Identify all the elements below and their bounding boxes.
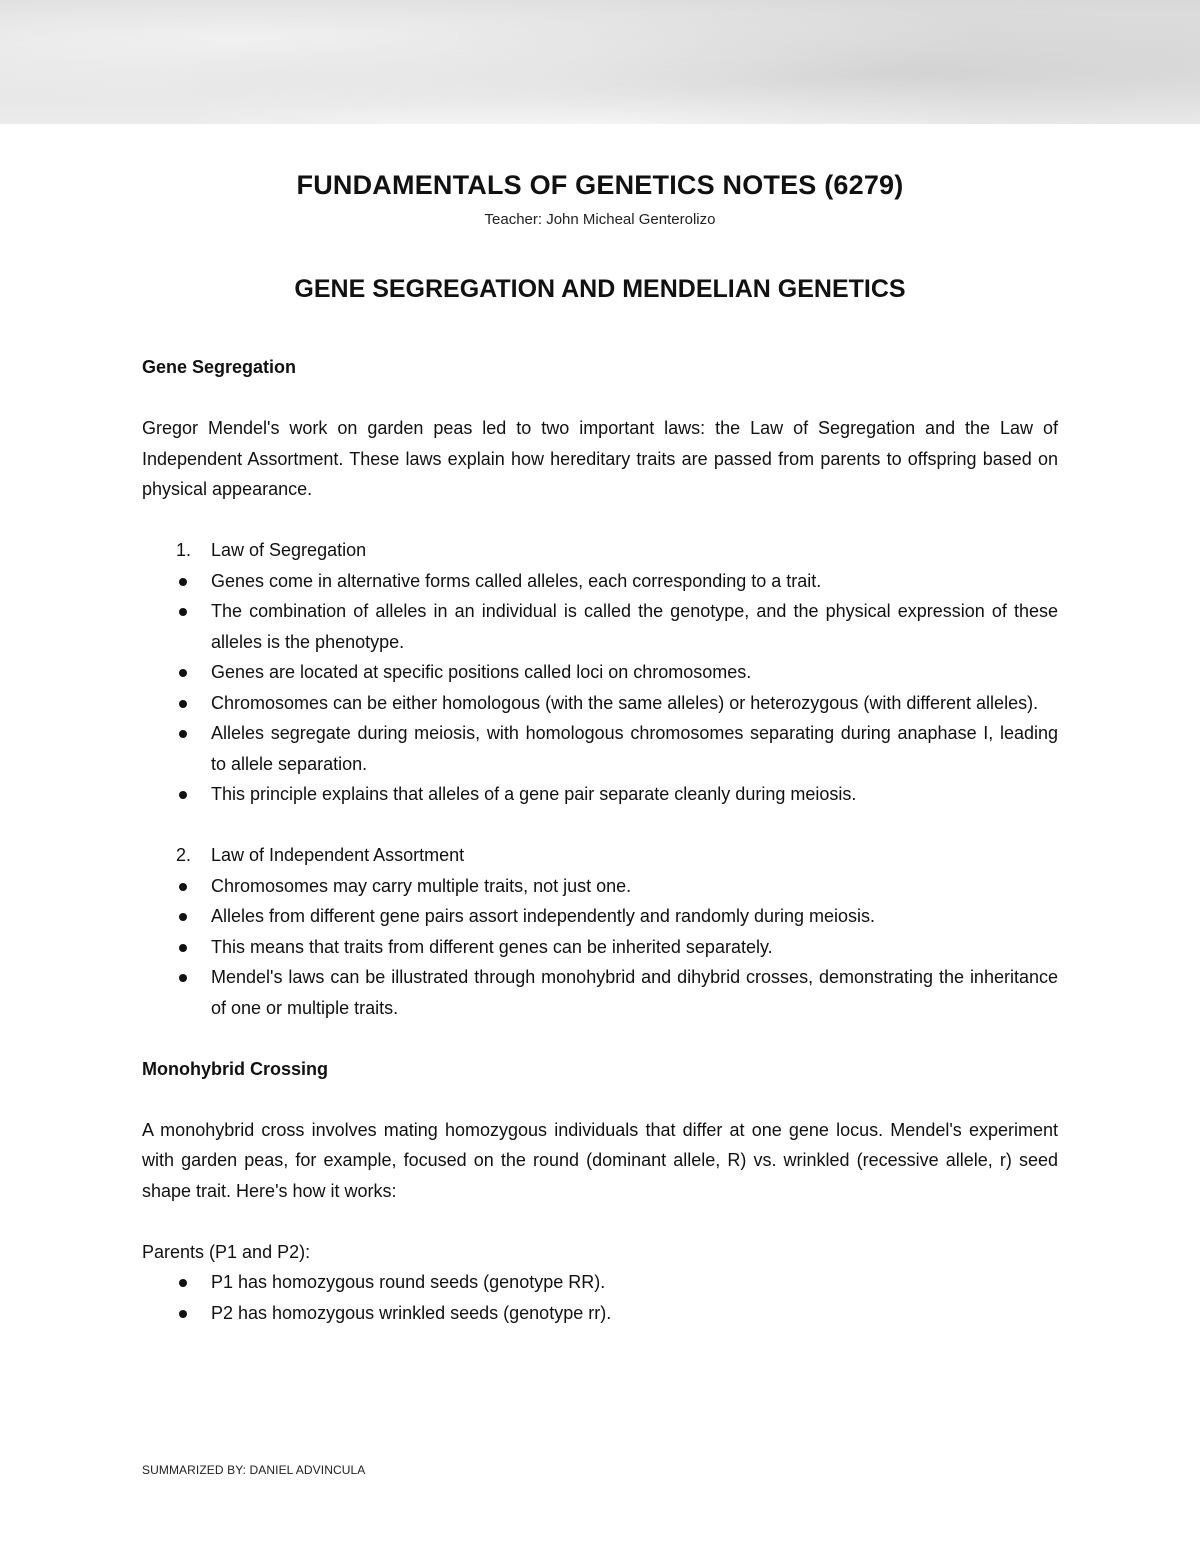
bullet-dot-icon (179, 913, 187, 921)
bullet-text: Alleles from different gene pairs assort independently and randomly during meiosis. (211, 906, 876, 926)
bullet-dot-icon (179, 669, 187, 677)
bullet-dot-icon (179, 730, 187, 738)
bullet-text: P1 has homozygous round seeds (genotype RR). (211, 1272, 606, 1292)
bullet-text: Genes come in alternative forms called alleles, each corresponding to a trait. (211, 570, 822, 591)
law-2-number: 2. (176, 845, 192, 865)
list-item (142, 779, 1058, 810)
bullet-dot-icon (179, 791, 187, 799)
bullet-text: Chromosomes may carry multiple traits, not just one. (211, 875, 632, 896)
header-texture-band (0, 0, 1200, 124)
section-title: GENE SEGREGATION AND MENDELIAN GENETICS (294, 275, 906, 303)
law-2-title: Law of Independent Assortment (211, 845, 465, 865)
bullet-dot-icon (179, 944, 187, 952)
bullet-text: The combination of alleles in an individual is called the genotype, and the physical expression of these alleles is the phenotype. (211, 601, 1058, 652)
list-item (142, 1267, 1058, 1298)
parents-label: Parents (P1 and P2): (142, 1241, 311, 1262)
bullet-text: This principle explains that alleles of a gene pair separate cleanly during meiosis. (211, 784, 857, 804)
list-item (142, 871, 1058, 902)
monohybrid-heading: Monohybrid Crossing (142, 1058, 328, 1079)
law-2-title-item (142, 840, 1058, 871)
gene-segregation-heading: Gene Segregation (142, 357, 297, 377)
bullet-text: Alleles segregate during meiosis, with homologous chromosomes separating during anaphase I, leading to allele separation. (211, 723, 1058, 774)
document-body (142, 352, 1058, 1328)
list-item (142, 901, 1058, 932)
bullet-dot-icon (179, 974, 187, 982)
bullet-text: Mendel's laws can be illustrated through monohybrid and dihybrid crosses, demonstrating the inheritance of one or multiple traits. (211, 967, 1058, 1018)
gene-segregation-intro: Gregor Mendel's work on garden peas led to two important laws: the Law of Segregation and the Law of Independent Assortment. These laws explain how hereditary traits are passed from parents to offspring based on physical appearance. (142, 418, 1058, 499)
bullet-text: Genes are located at specific positions called loci on chromosomes. (211, 662, 752, 682)
list-item (142, 962, 1058, 1023)
law-1-number: 1. (176, 540, 192, 560)
document-title: FUNDAMENTALS OF GENETICS NOTES (6279) (296, 170, 904, 200)
law-2-bullet-list (142, 871, 1058, 1024)
bullet-dot-icon (179, 883, 187, 891)
law-1-title-item (142, 535, 1058, 566)
bullet-dot-icon (179, 578, 187, 586)
bullet-text: P2 has homozygous wrinkled seeds (genotype rr). (211, 1302, 612, 1323)
list-item (142, 657, 1058, 688)
bullet-dot-icon (179, 700, 187, 708)
list-item (142, 596, 1058, 657)
law-1-title: Law of Segregation (211, 540, 367, 560)
bullet-dot-icon (179, 1279, 187, 1287)
bullet-text: This means that traits from different genes can be inherited separately. (211, 936, 773, 957)
bullet-dot-icon (179, 608, 187, 616)
monohybrid-intro: A monohybrid cross involves mating homozygous individuals that differ at one gene locus. Mendel's experiment with garden peas, for example, focused on the round (dominant allele, R) vs. wrinkled (recessive allele, r) seed shape trait. Here's how it works: (142, 1119, 1058, 1201)
list-item (142, 718, 1058, 779)
bullet-text: Chromosomes can be either homologous (with the same alleles) or heterozygous (with different alleles). (211, 692, 1039, 713)
list-item (142, 1298, 1058, 1329)
law-1-bullet-list (142, 566, 1058, 810)
teacher-line: Teacher: John Micheal Genterolizo (484, 211, 716, 228)
parents-bullet-list (142, 1267, 1058, 1328)
list-item (142, 932, 1058, 963)
list-item (142, 566, 1058, 597)
list-item (142, 688, 1058, 719)
bullet-dot-icon (179, 1310, 187, 1318)
footer-summarized-by: SUMMARIZED BY: DANIEL ADVINCULA (142, 1463, 366, 1477)
